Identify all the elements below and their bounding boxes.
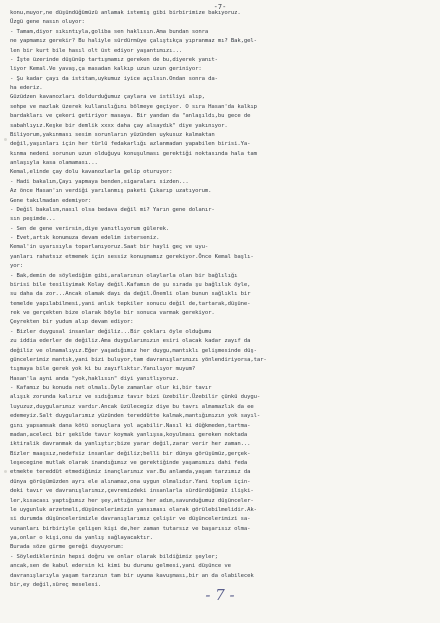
- text-line: Gene takılmadan edemiyor:: [10, 197, 92, 204]
- text-line: - Hadi bakalım,Çayı yapmaya benden,sigaraları sizden...: [10, 178, 189, 185]
- text-line: Biliyorum,yakınması sesim sorunların yüzünden uykusuz kalmaktan: [10, 131, 215, 138]
- text-line: temelde yapılabilmesi,yani anlık tepkiler sonucu değil de,tartarak,düşüne-: [10, 300, 251, 307]
- text-line: - Evet,artık konumuza devam edelim isterseniz.: [10, 235, 160, 241]
- text-line: deki tavır ve davranışlarımız,çevremizdeki insanlarla sürdürdüğümüz ilişki-: [10, 488, 254, 495]
- text-line: ya,onlar o kişi,onu da yanlış sağlayacaktır.: [10, 535, 153, 541]
- text-line: Güzüdzen kavanozları doldurduğumuz çaylara ve istiliyi alıp,: [10, 94, 205, 101]
- text-line: ancak,sen de kabul edersin ki kimi bu durumu gelmesi,yani düşünce ve: [10, 563, 231, 570]
- text-line: sın peşimde...: [10, 216, 56, 223]
- text-line: yor:: [10, 263, 23, 270]
- text-line: alışık zorunda kalırız ve sıdığımız tavır bizi üzebilir.Üzebilir çünkü duygu-: [10, 394, 261, 401]
- text-line: tışmaya bile gerek yok ki bu zayıflıktır.Yanılıyor muyum?: [10, 366, 196, 373]
- text-line: Burada söze girme gereği duyuyorum:: [10, 544, 124, 551]
- text-line: birisi bile tesiliyimak Kolay değil.Kafamın de şu sırada şu bağlılık öyle,: [10, 281, 251, 288]
- text-line: anlaşıyla kasa olamaması...: [10, 160, 98, 166]
- text-line: gını yapsamsak dana kötü sonuçlara yol açabilir.Nasıl ki düğkmeden,tartma-: [10, 422, 251, 429]
- text-line: Az önce Hasan'ın verdiği yarılanmış paketi Çıkarıp uzatıyorum.: [10, 188, 212, 195]
- text-line: yanları rahatsız etmemek için sessiz konuşmamız gerekiyor.Önce Kemal başlı-: [10, 253, 254, 260]
- text-line: Kemal,elinde çay dolu kavanozlarla gelip oturuyor:: [10, 169, 173, 176]
- text-line: konu,muyor,ne düşündüğümüzü anlamak istemiş gibi birbirimize bakıyoruz.: [10, 10, 241, 16]
- text-line: Hasan'la ayni anda "yok,haklısın" diyi yanıtlıyoruz.: [10, 375, 179, 382]
- text-line: Bizler maaşsız,nedefsiz insanlar değiliz;belli bir dünya görüşümüz,gerçek-: [10, 450, 251, 457]
- text-line: iktiralik davranmak da yanlıştır;bize yarar değil,zarar verir her zaman...: [10, 441, 251, 448]
- text-line: değil,yaşınları için her türlü fedakarlığı azlanmadan yapabilen birisi.Ya-: [10, 141, 251, 148]
- text-line: - Söylediklerinin hepsi doğru ve onlar olarak bildiğimiz şeyler;: [10, 553, 218, 560]
- text-line: - Bizler duygusal insanlar değiliz...Bir çokları öyle olduğumu: [10, 328, 212, 335]
- text-line: bir,ey değil,süreç meselesi.: [10, 581, 101, 588]
- text-line: - Değil bakalım,nasıl olsa bedava değil mi? Yarın gene dolanır-: [10, 206, 215, 213]
- page-number-bottom: - 7 -: [205, 586, 235, 604]
- text-line: - Sen de gene verirsin,diye yanıtlıyorum gülerek.: [10, 225, 170, 232]
- text-line: etmekte tereddüt etmediğimiz inançlarımız var.Bu anlamda,yaşam tarzımız da: [10, 469, 251, 476]
- text-line: dünya görüşümüzden ayrı ele alınamaz,ona uygun olmalıdır.Yani toplum için-: [10, 478, 251, 485]
- text-line: kınma nedeni sorunun uzun olduğuyu konuşulması gerektiği noktasında hala tam: [10, 150, 257, 157]
- text-line: - Şu kadar çayı da istitam,uykumuz iyice açılsın.Ondan sonra da-: [10, 75, 218, 82]
- text-line: Üzgü gene nasın oluyor:: [10, 19, 85, 26]
- text-line: değiliz ve olmamalıyız.Eğer yaşadığımız her duygu,mantıklı gelişmesinde düş-: [10, 347, 257, 354]
- text-line: - Kafamız bu konuda net olmalı.Öyle zamanlar olur ki,bir tavır: [10, 385, 212, 391]
- text-line: rek ve gerçekten bize olarak böyle bir sonuca varmak gerekiyor.: [10, 310, 215, 316]
- text-line: ler,kısacası yaptığımız her şey,attığımız her adım,savunduğumuz düşünceler-: [10, 497, 254, 504]
- page-number-top: -7-: [213, 3, 227, 11]
- text-line: sehpe ve mazlak üzerek kullanılığını bölmeye geçiyor. O sıra Hasan'da kalkıp: [10, 103, 257, 110]
- document-body: [10, 9, 430, 590]
- text-line: luyuzuz,duygularımız vardır.Ancak üzülecegiz diye bu tavrı almamazlık da ee: [10, 403, 254, 410]
- text-line: bardakları ve çekeri getiriyor masaya. Bir yandan da "anlaşıldı,bu gece de: [10, 113, 251, 120]
- text-line: - Tamam,diyor sıkıntıyla,goliba sen haklısın.Ama bundan sonra: [10, 28, 209, 35]
- text-line: su daha da zor...Ancak olamak dayı da değil.Önemli olan bunun sağlıklı bir: [10, 291, 251, 298]
- text-line: güncelerimiz mantık,yani bizi buluyor,tam davranışlarımızı yönlendiriyorsa,tar-: [10, 356, 267, 363]
- text-line: - İşte üzerinde düşünüp tartışmamız gereken de bu,diyerek yanıt-: [10, 56, 218, 63]
- text-line: zu iddia ederler de değiliz.Ama duygularımızın esiri olacak kadar zayıf da: [10, 338, 251, 345]
- text-line: ne yapmamız gerekir? Bu haliyle sürdürmüye çalıştıkça yıpranmaz mı? Bak,gel-: [10, 38, 257, 45]
- text-line: si durumda düşüncelerimizle davranışlarımız çelişir ve düşüncelerimizi sa-: [10, 516, 251, 523]
- text-line: Kemal'in uyarısıyla toparlanıyoruz.Saat bir hayli geç ve uyu-: [10, 244, 209, 251]
- text-line: madan,aceleci bir şekilde tavır koymak yanlışsa,koyulması gereken noktada: [10, 431, 248, 438]
- text-line: - Bak,demin de söylediğim gibi,aralarının olaylarla olan bir bağlılığı: [10, 272, 238, 279]
- text-line: leşecegine mutlak olarak inandığımız ve gerektiğinde yaşamımızı dahi feda: [10, 460, 248, 466]
- text-line: len bir kurt bile hasıl olt üst ediyor yaşantımızı...: [10, 47, 183, 54]
- text-line: sabahlıyız.Keşke bir demlik xxxx daha çay alsaydık" diye yakınıyor.: [10, 122, 228, 129]
- text-line: vunanları birbiriyle çelişen kişi de,her zaman tutarsız ve başarısız olma-: [10, 525, 251, 532]
- text-line: liyor Kemal.Ve yavaş,ça masadan kalkıp uzun uzun geriniyor:: [10, 66, 202, 73]
- text-line: ha ederiz.: [10, 85, 43, 91]
- text-line: davranışlarıyla yaşam tarzının tam bir uyuma kavuşması,bir an da olabilecek: [10, 572, 254, 579]
- text-line: Çeyrekten bir yudum alıp devam ediyor:: [10, 319, 134, 326]
- text-line: le uygunluk arzetmeli,düşüncelerimizin yansıması olarak görülebilmelidir.Ak-: [10, 506, 257, 513]
- text-line: edemeyiz.Salt duygularımız yüzünden tereddütte kalmak,mantığımızın yok sayıl-: [10, 413, 261, 420]
